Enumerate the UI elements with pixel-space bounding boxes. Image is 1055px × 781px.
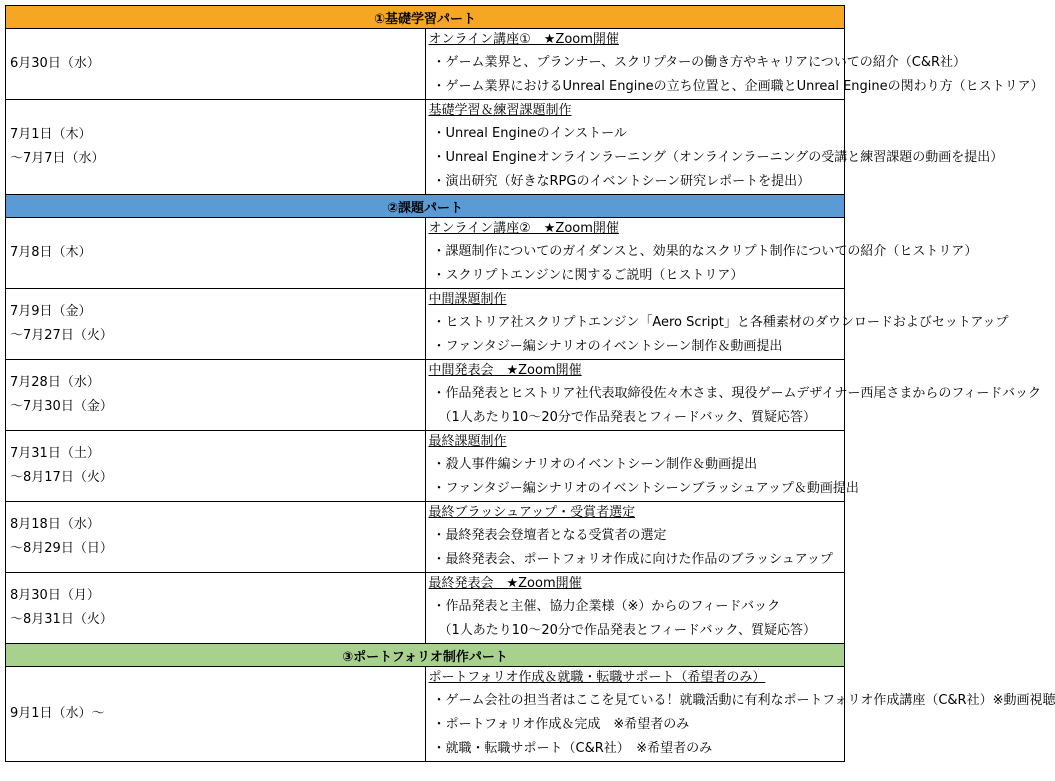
row-title: 最終発表会 ★Zoom開催 [428, 576, 582, 591]
date-line: 8月18日（水） [10, 517, 100, 532]
date-line: ～8月17日（火） [10, 470, 113, 485]
list-item: ・ゲーム業界と、プランナー、スクリプターの働き方やキャリアについての紹介（C&R社） [432, 55, 967, 70]
section-header-row [6, 195, 845, 218]
table-row [6, 29, 845, 100]
row-title: オンライン講座① ★Zoom開催 [428, 32, 619, 47]
date-cell [6, 360, 426, 431]
content-cell [425, 573, 845, 644]
list-item: ・就職・転職サポート（C&R社） ※希望者のみ [432, 741, 713, 756]
list-item: ・ファンタジー編シナリオのイベントシーン制作＆動画提出 [432, 339, 783, 354]
table-row [6, 431, 845, 502]
list-item: ・演出研究（好きなRPGのイベントシーン研究レポートを提出） [432, 174, 811, 189]
content-cell [425, 667, 1055, 762]
date-line: ～8月29日（日） [10, 541, 113, 556]
date-cell [6, 573, 426, 644]
list-item: ・ヒストリア社スクリプトエンジン「Aero Script」と各種素材のダウンロードおよびセットアップ [432, 315, 1009, 330]
content-cell [425, 289, 1009, 360]
date-line: ～8月31日（火） [10, 612, 113, 627]
date-line: 7月1日（木） [10, 127, 92, 142]
content-cell [425, 502, 845, 573]
table-row [6, 100, 845, 195]
section-header: ③ポートフォリオ制作パート [6, 644, 845, 667]
row-title: オンライン講座② ★Zoom開催 [428, 221, 619, 236]
content-cell [425, 100, 1004, 195]
date-cell [6, 100, 426, 195]
list-item: ・作品発表と主催、協力企業様（※）からのフィードバック [432, 599, 781, 614]
row-title: ポートフォリオ作成＆就職・転職サポート（希望者のみ） [428, 670, 766, 685]
list-item: ・ゲーム業界におけるUnreal Engineの立ち位置と、企画職とUnreal Engineの関わり方（ヒストリア） [432, 79, 1044, 94]
date-cell [6, 29, 426, 100]
row-title: 中間発表会 ★Zoom開催 [428, 363, 582, 378]
table-row [6, 573, 845, 644]
date-cell [6, 502, 426, 573]
list-item: ・最終発表会、ポートフォリオ作成に向けた作品のブラッシュアップ [432, 552, 833, 567]
date-line: 9月1日（水）～ [10, 706, 105, 721]
date-line: 7月31日（土） [10, 446, 100, 461]
list-item: ・作品発表とヒストリア社代表取締役佐々木さま、現役ゲームデザイナー西尾さまからのフィードバック [432, 386, 1042, 401]
row-title: 最終課題制作 [428, 434, 507, 449]
date-line: 8月30日（月） [10, 588, 100, 603]
list-item: ・Unreal Engineオンラインラーニング（オンラインラーニングの受講と練習課題の動画を提出） [432, 150, 1004, 165]
section-header: ②課題パート [6, 195, 845, 218]
list-item: ・殺人事件編シナリオのイベントシーン制作＆動画提出 [432, 457, 758, 472]
list-item: ・ポートフォリオ作成＆完成 ※希望者のみ [432, 717, 690, 732]
list-item: ・ファンタジー編シナリオのイベントシーンブラッシュアップ＆動画提出 [432, 481, 859, 496]
list-item: （1人あたり10～20分で作品発表とフィードバック、質疑応答） [438, 410, 817, 425]
table-row [6, 667, 845, 762]
section-header-row [6, 6, 845, 29]
section-header: ①基礎学習パート [6, 6, 845, 29]
list-item: ・スクリプトエンジンに関するご説明（ヒストリア） [432, 268, 744, 283]
list-item: ・課題制作についてのガイダンスと、効果的なスクリプト制作についての紹介（ヒストリア） [432, 244, 978, 259]
date-cell [6, 667, 426, 762]
date-line: ～7月7日（水） [10, 151, 105, 166]
content-cell [425, 29, 1044, 100]
table-row [6, 218, 845, 289]
content-cell [425, 431, 859, 502]
date-cell [6, 431, 426, 502]
table-row [6, 289, 845, 360]
content-cell [425, 360, 1042, 431]
date-line: 6月30日（水） [10, 56, 100, 71]
date-line: 7月8日（木） [10, 245, 92, 260]
content-cell [425, 218, 978, 289]
row-title: 基礎学習＆練習課題制作 [428, 103, 572, 118]
row-title: 中間課題制作 [428, 292, 507, 307]
schedule-table [5, 5, 1055, 762]
date-line: ～7月27日（火） [10, 328, 113, 343]
list-item: ・ゲーム会社の担当者はここを見ている！就職活動に有利なポートフォリオ作成講座（C&R社）※動画視聴 [432, 693, 1055, 708]
date-cell [6, 218, 426, 289]
date-line: 7月28日（水） [10, 375, 100, 390]
table-row [6, 360, 845, 431]
table-row [6, 502, 845, 573]
date-cell [6, 289, 426, 360]
date-line: 7月9日（金） [10, 304, 92, 319]
list-item: （1人あたり10～20分で作品発表とフィードバック、質疑応答） [438, 623, 817, 638]
row-title: 最終ブラッシュアップ・受賞者選定 [428, 505, 636, 520]
list-item: ・最終発表会登壇者となる受賞者の選定 [432, 528, 667, 543]
date-line: ～7月30日（金） [10, 399, 113, 414]
list-item: ・Unreal Engineのインストール [432, 126, 627, 141]
section-header-row [6, 644, 845, 667]
